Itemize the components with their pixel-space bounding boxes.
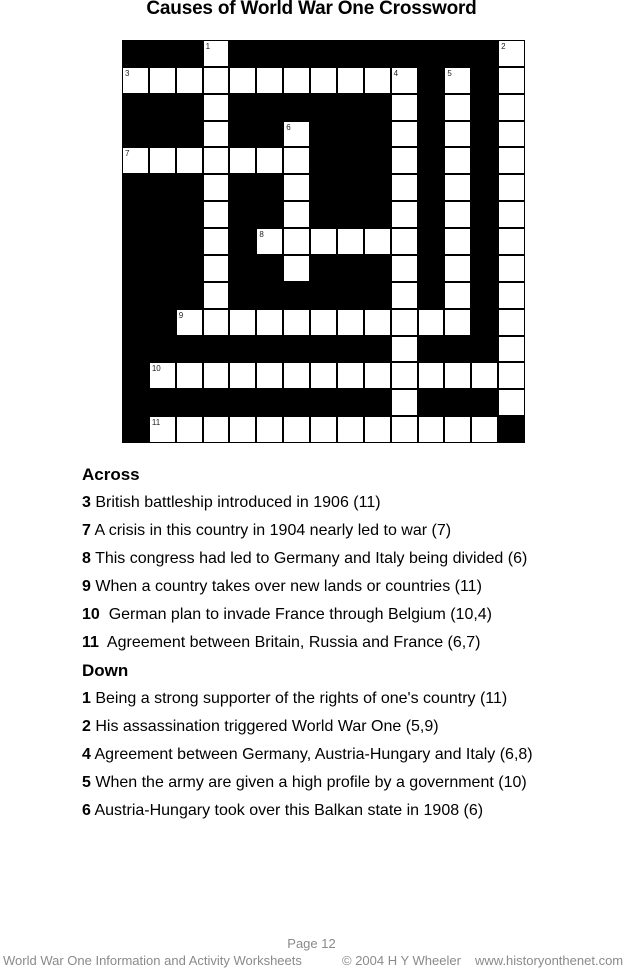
clue-down-2	[82, 715, 533, 743]
grid-cell-black	[471, 40, 498, 67]
grid-cell-white[interactable]	[203, 228, 230, 255]
clue-down-5	[82, 771, 533, 799]
grid-cell-white[interactable]	[176, 362, 203, 389]
grid-cell-black	[122, 255, 149, 282]
grid-cell-black	[310, 255, 337, 282]
clue-number-label: 5	[447, 68, 452, 78]
grid-cell-white[interactable]	[444, 228, 471, 255]
crossword-grid	[122, 40, 525, 443]
grid-cell-black	[418, 228, 445, 255]
grid-cell-white[interactable]	[176, 309, 203, 336]
grid-cell-black	[176, 121, 203, 148]
grid-cell-white[interactable]	[310, 416, 337, 443]
grid-cell-white[interactable]	[283, 255, 310, 282]
grid-cell-white[interactable]	[444, 201, 471, 228]
grid-cell-white[interactable]	[229, 309, 256, 336]
grid-cell-black	[418, 94, 445, 121]
grid-cell-white[interactable]	[498, 174, 525, 201]
clue-number: 2	[82, 718, 91, 735]
clue-text: British battleship introduced in 1906 (11)	[90, 494, 381, 511]
grid-cell-black	[364, 255, 391, 282]
grid-cell-white[interactable]	[498, 336, 525, 363]
grid-cell-black	[283, 94, 310, 121]
grid-cell-black	[444, 40, 471, 67]
grid-cell-white[interactable]	[444, 147, 471, 174]
grid-cell-black	[471, 309, 498, 336]
clue-text: German plan to invade France through Belgium (10,4)	[99, 606, 493, 623]
grid-cell-black	[418, 40, 445, 67]
grid-cell-white[interactable]	[203, 362, 230, 389]
grid-cell-white[interactable]	[498, 309, 525, 336]
grid-cell-white[interactable]	[203, 40, 230, 67]
grid-cell-black	[364, 40, 391, 67]
clue-text: When the army are given a high profile by a government (10)	[90, 774, 527, 791]
grid-cell-white[interactable]	[444, 174, 471, 201]
grid-cell-black	[229, 389, 256, 416]
grid-cell-black	[229, 94, 256, 121]
clue-number-label: 4	[393, 68, 399, 78]
grid-cell-black	[176, 255, 203, 282]
clue-text: His assassination triggered World War One (5,9)	[90, 718, 439, 735]
grid-cell-black	[149, 255, 176, 282]
grid-cell-black	[418, 174, 445, 201]
clue-number: 9	[82, 578, 91, 595]
grid-cell-black	[122, 362, 149, 389]
clue-number: 4	[82, 746, 91, 763]
grid-cell-white[interactable]	[337, 228, 364, 255]
grid-cell-black	[471, 336, 498, 363]
grid-cell-black	[149, 94, 176, 121]
grid-cell-black	[122, 40, 149, 67]
grid-cell-black	[176, 282, 203, 309]
clue-number: 8	[82, 550, 91, 567]
page-title: Causes of World War One Crossword	[146, 0, 477, 19]
grid-cell-white[interactable]	[391, 147, 418, 174]
clue-number-label: 8	[259, 230, 264, 240]
grid-cell-black	[256, 336, 283, 363]
grid-cell-black	[310, 389, 337, 416]
grid-cell-white[interactable]	[444, 416, 471, 443]
grid-cell-white[interactable]	[122, 67, 149, 94]
grid-cell-black	[256, 40, 283, 67]
grid-cell-black	[471, 94, 498, 121]
grid-cell-white[interactable]	[310, 309, 337, 336]
grid-cell-black	[203, 389, 230, 416]
grid-cell-white[interactable]	[229, 362, 256, 389]
grid-cell-white[interactable]	[391, 362, 418, 389]
grid-cell-white[interactable]	[364, 228, 391, 255]
grid-cell-black	[471, 389, 498, 416]
grid-cell-white[interactable]	[256, 228, 283, 255]
footer-copyright: © 2004 H Y Wheeler	[342, 953, 461, 968]
clue-text: Agreement between Britain, Russia and France (6,7)	[98, 634, 481, 651]
grid-cell-black	[364, 174, 391, 201]
grid-cell-white[interactable]	[444, 67, 471, 94]
clue-across-7	[82, 519, 533, 547]
grid-cell-black	[229, 336, 256, 363]
clue-number-label: 2	[501, 42, 506, 51]
grid-cell-white[interactable]	[283, 174, 310, 201]
grid-cell-black	[364, 282, 391, 309]
grid-cell-white[interactable]	[203, 121, 230, 148]
grid-cell-white[interactable]	[283, 147, 310, 174]
grid-cell-black	[176, 389, 203, 416]
grid-cell-white[interactable]	[283, 416, 310, 443]
grid-cell-black	[122, 282, 149, 309]
grid-cell-white[interactable]	[391, 282, 418, 309]
grid-cell-white[interactable]	[149, 67, 176, 94]
grid-cell-black	[229, 255, 256, 282]
grid-cell-black	[256, 174, 283, 201]
grid-cell-black	[471, 201, 498, 228]
grid-cell-white[interactable]	[203, 282, 230, 309]
grid-cell-white[interactable]	[229, 416, 256, 443]
grid-cell-black	[337, 40, 364, 67]
grid-cell-black	[176, 174, 203, 201]
clue-text: Austria-Hungary took over this Balkan state in 1908 (6)	[90, 802, 484, 819]
clue-across-10	[82, 603, 533, 631]
clues-section	[82, 463, 533, 827]
grid-cell-white[interactable]	[391, 389, 418, 416]
grid-cell-white[interactable]	[203, 255, 230, 282]
footer-series-title: World War One Information and Activity Worksheets	[3, 953, 302, 968]
grid-cell-white[interactable]	[444, 309, 471, 336]
grid-cell-black	[149, 282, 176, 309]
grid-cell-black	[310, 121, 337, 148]
grid-cell-black	[149, 121, 176, 148]
grid-cell-black	[471, 147, 498, 174]
grid-cell-black	[471, 282, 498, 309]
grid-cell-white[interactable]	[310, 67, 337, 94]
clue-number: 6	[82, 802, 91, 819]
grid-cell-white[interactable]	[203, 416, 230, 443]
grid-cell-white[interactable]	[176, 67, 203, 94]
grid-cell-white[interactable]	[337, 67, 364, 94]
grid-cell-black	[122, 174, 149, 201]
grid-cell-black	[149, 389, 176, 416]
grid-cell-black	[337, 174, 364, 201]
grid-cell-black	[310, 174, 337, 201]
grid-cell-white[interactable]	[391, 255, 418, 282]
grid-cell-white[interactable]	[310, 228, 337, 255]
grid-cell-black	[176, 40, 203, 67]
grid-cell-black	[256, 255, 283, 282]
grid-cell-white[interactable]	[391, 416, 418, 443]
clue-number: 11	[82, 634, 99, 651]
grid-cell-white[interactable]	[391, 121, 418, 148]
clue-number-label: 3	[125, 68, 130, 78]
grid-cell-black	[418, 255, 445, 282]
grid-cell-black	[229, 40, 256, 67]
grid-cell-black	[471, 121, 498, 148]
grid-cell-white[interactable]	[283, 201, 310, 228]
grid-cell-black	[176, 94, 203, 121]
grid-cell-white[interactable]	[283, 309, 310, 336]
grid-cell-black	[310, 282, 337, 309]
grid-cell-white[interactable]	[498, 255, 525, 282]
grid-cell-white[interactable]	[256, 67, 283, 94]
grid-cell-white[interactable]	[256, 362, 283, 389]
clue-number: 5	[82, 774, 91, 791]
grid-cell-black	[310, 94, 337, 121]
grid-cell-white[interactable]	[203, 67, 230, 94]
grid-cell-black	[337, 121, 364, 148]
grid-cell-white[interactable]	[283, 228, 310, 255]
grid-cell-black	[364, 94, 391, 121]
clue-across-9	[82, 575, 533, 603]
clue-across-3	[82, 491, 533, 519]
grid-cell-black	[256, 282, 283, 309]
grid-cell-black	[122, 416, 149, 443]
grid-cell-black	[149, 201, 176, 228]
grid-cell-black	[418, 389, 445, 416]
down-clue-list	[82, 687, 533, 827]
grid-cell-black	[391, 40, 418, 67]
clue-number-label: 11	[151, 418, 161, 428]
grid-cell-white[interactable]	[203, 201, 230, 228]
grid-cell-black	[122, 309, 149, 336]
grid-cell-white[interactable]	[444, 255, 471, 282]
grid-cell-white[interactable]	[498, 94, 525, 121]
grid-cell-black	[122, 94, 149, 121]
grid-cell-white[interactable]	[203, 174, 230, 201]
grid-cell-white[interactable]	[256, 416, 283, 443]
grid-cell-white[interactable]	[391, 228, 418, 255]
grid-cell-white[interactable]	[498, 389, 525, 416]
grid-cell-black	[418, 336, 445, 363]
clue-number-label: 1	[205, 42, 211, 51]
grid-cell-white[interactable]	[498, 228, 525, 255]
grid-cell-black	[471, 174, 498, 201]
grid-cell-white[interactable]	[229, 147, 256, 174]
grid-cell-black	[283, 40, 310, 67]
grid-cell-white[interactable]	[444, 362, 471, 389]
grid-cell-black	[471, 228, 498, 255]
grid-cell-white[interactable]	[337, 362, 364, 389]
grid-cell-black	[418, 201, 445, 228]
grid-cell-white[interactable]	[391, 67, 418, 94]
grid-cell-black	[337, 282, 364, 309]
grid-cell-white[interactable]	[256, 147, 283, 174]
clue-text: Agreement between Germany, Austria-Hungary and Italy (6,8)	[90, 746, 533, 763]
grid-cell-black	[149, 228, 176, 255]
grid-cell-black	[444, 336, 471, 363]
grid-cell-white[interactable]	[203, 94, 230, 121]
down-heading: Down	[82, 661, 129, 680]
grid-cell-white[interactable]	[471, 362, 498, 389]
clue-number-label: 10	[151, 364, 161, 374]
grid-cell-white[interactable]	[444, 282, 471, 309]
grid-cell-black	[229, 228, 256, 255]
clue-number: 10	[82, 606, 100, 623]
grid-cell-white[interactable]	[310, 362, 337, 389]
grid-cell-white[interactable]	[283, 121, 310, 148]
grid-cell-white[interactable]	[229, 67, 256, 94]
grid-cell-black	[337, 389, 364, 416]
clue-across-8	[82, 547, 533, 575]
grid-cell-white[interactable]	[203, 147, 230, 174]
grid-cell-black	[364, 121, 391, 148]
grid-cell-black	[283, 389, 310, 416]
grid-cell-white[interactable]	[149, 416, 176, 443]
grid-cell-white[interactable]	[418, 309, 445, 336]
grid-cell-white[interactable]	[149, 147, 176, 174]
clue-down-1	[82, 687, 533, 715]
grid-cell-white[interactable]	[498, 40, 525, 67]
grid-cell-black	[256, 94, 283, 121]
clue-down-6	[82, 799, 533, 827]
grid-cell-black	[337, 147, 364, 174]
grid-cell-white[interactable]	[256, 309, 283, 336]
grid-cell-black	[310, 201, 337, 228]
grid-cell-black	[418, 121, 445, 148]
grid-cell-white[interactable]	[498, 147, 525, 174]
grid-cell-white[interactable]	[337, 416, 364, 443]
grid-cell-black	[122, 228, 149, 255]
grid-cell-black	[283, 282, 310, 309]
grid-cell-black	[176, 228, 203, 255]
clue-number-label: 6	[286, 122, 291, 132]
grid-cell-black	[229, 121, 256, 148]
clue-number: 3	[82, 494, 91, 511]
grid-cell-white[interactable]	[498, 282, 525, 309]
grid-cell-white[interactable]	[364, 416, 391, 443]
grid-cell-black	[256, 121, 283, 148]
grid-cell-white[interactable]	[498, 201, 525, 228]
grid-cell-black	[149, 40, 176, 67]
grid-cell-white[interactable]	[391, 201, 418, 228]
grid-cell-black	[229, 174, 256, 201]
grid-cell-black	[337, 201, 364, 228]
clue-text: When a country takes over new lands or countries (11)	[90, 578, 482, 595]
grid-cell-black	[122, 389, 149, 416]
grid-cell-white[interactable]	[418, 416, 445, 443]
grid-cell-white[interactable]	[364, 362, 391, 389]
grid-cell-black	[203, 336, 230, 363]
grid-cell-black	[229, 282, 256, 309]
grid-cell-black	[471, 67, 498, 94]
grid-cell-black	[471, 255, 498, 282]
grid-cell-black	[364, 147, 391, 174]
grid-cell-black	[337, 255, 364, 282]
grid-cell-black	[229, 201, 256, 228]
grid-cell-black	[418, 282, 445, 309]
grid-cell-black	[337, 94, 364, 121]
clue-text: A crisis in this country in 1904 nearly led to war (7)	[90, 522, 452, 539]
grid-cell-white[interactable]	[283, 362, 310, 389]
grid-cell-black	[337, 336, 364, 363]
clue-text: Being a strong supporter of the rights of one's country (11)	[90, 690, 508, 707]
grid-cell-white[interactable]	[203, 309, 230, 336]
grid-cell-black	[418, 67, 445, 94]
grid-cell-white[interactable]	[364, 67, 391, 94]
grid-cell-black	[310, 147, 337, 174]
grid-cell-black	[122, 121, 149, 148]
grid-cell-black	[176, 336, 203, 363]
grid-cell-white[interactable]	[498, 67, 525, 94]
grid-cell-black	[364, 389, 391, 416]
grid-cell-white[interactable]	[364, 309, 391, 336]
grid-cell-white[interactable]	[444, 94, 471, 121]
grid-cell-black	[149, 336, 176, 363]
grid-cell-white[interactable]	[471, 416, 498, 443]
grid-cell-black	[498, 416, 525, 443]
across-clue-list	[82, 491, 533, 659]
clue-number-label: 9	[178, 310, 184, 320]
grid-cell-white[interactable]	[149, 362, 176, 389]
grid-cell-white[interactable]	[498, 121, 525, 148]
grid-cell-white[interactable]	[391, 174, 418, 201]
grid-cell-black	[364, 336, 391, 363]
grid-cell-black	[310, 40, 337, 67]
grid-cell-black	[149, 309, 176, 336]
grid-cell-black	[364, 201, 391, 228]
grid-cell-white[interactable]	[418, 362, 445, 389]
page-number: Page 12	[287, 936, 336, 951]
grid-cell-black	[444, 389, 471, 416]
grid-cell-white[interactable]	[283, 67, 310, 94]
grid-cell-black	[122, 201, 149, 228]
clue-number-label: 7	[125, 149, 130, 159]
clue-across-11	[82, 631, 533, 659]
grid-cell-white[interactable]	[391, 94, 418, 121]
clue-down-4	[82, 743, 533, 771]
footer-website: www.historyonthenet.com	[475, 953, 623, 968]
grid-cell-black	[149, 174, 176, 201]
grid-cell-black	[418, 147, 445, 174]
clue-text: This congress had led to Germany and Italy being divided (6)	[90, 550, 528, 567]
grid-cell-black	[256, 389, 283, 416]
grid-cell-white[interactable]	[176, 147, 203, 174]
clue-number: 1	[82, 690, 91, 707]
grid-cell-black	[283, 336, 310, 363]
clue-number: 7	[82, 522, 91, 539]
grid-cell-white[interactable]	[391, 309, 418, 336]
grid-cell-white[interactable]	[498, 362, 525, 389]
grid-cell-white[interactable]	[176, 416, 203, 443]
grid-cell-black	[310, 336, 337, 363]
grid-cell-white[interactable]	[391, 336, 418, 363]
grid-cell-black	[122, 336, 149, 363]
grid-cell-white[interactable]	[337, 309, 364, 336]
grid-cell-white[interactable]	[444, 121, 471, 148]
grid-cell-white[interactable]	[122, 147, 149, 174]
grid-cell-black	[176, 201, 203, 228]
grid-cell-black	[256, 201, 283, 228]
across-heading: Across	[82, 465, 140, 484]
